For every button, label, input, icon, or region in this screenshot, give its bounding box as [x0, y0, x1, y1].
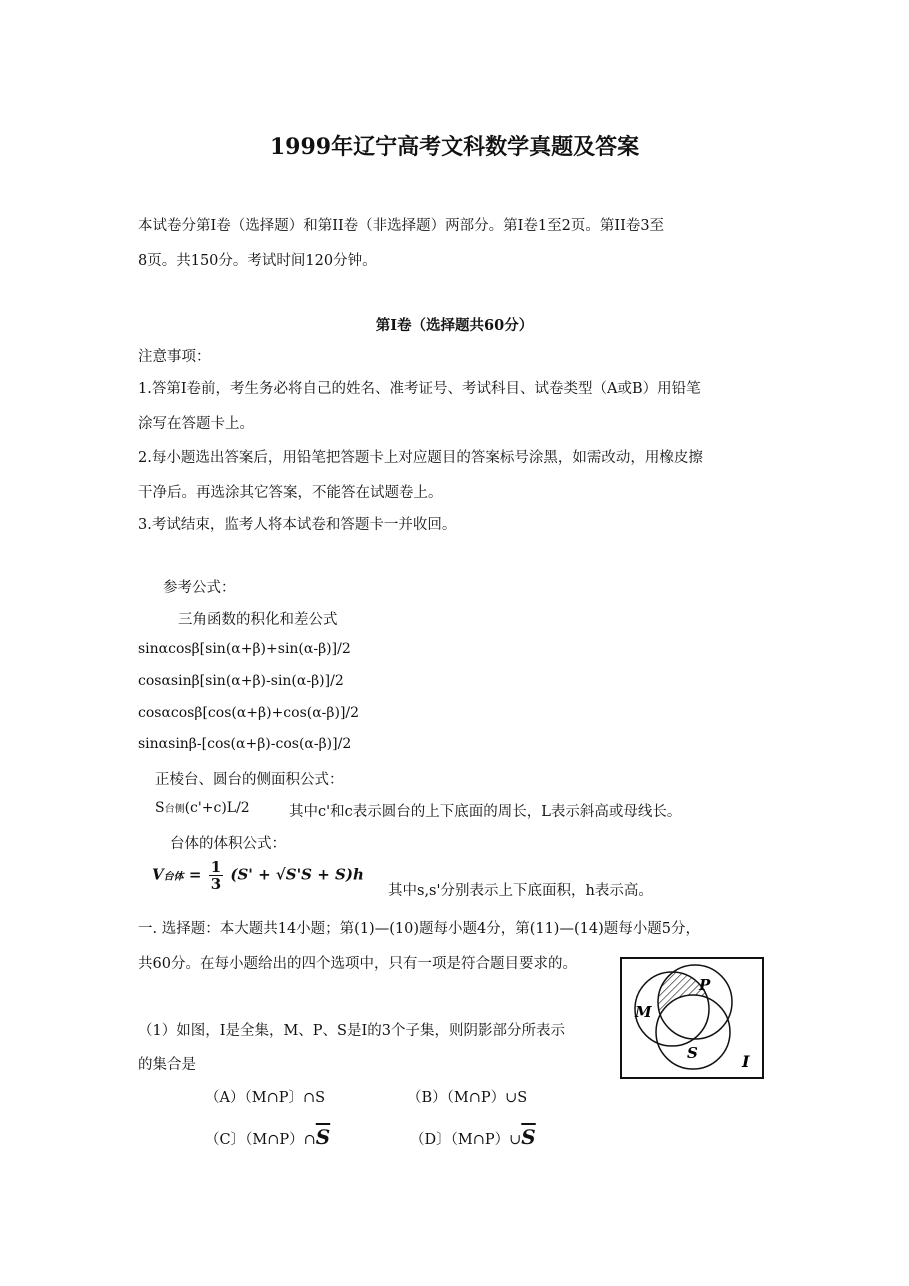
lateral-rest: (c'+c)L/2	[184, 800, 250, 816]
option-d	[410, 1125, 536, 1149]
trig-formula-3: cosαcosβ[cos(α+β)+cos(α-β)]/2	[138, 705, 360, 721]
volume-heading: 台体的体积公式：	[170, 836, 286, 852]
volume-fraction	[209, 859, 223, 892]
volume-subscript: 台体	[163, 871, 184, 883]
choice-section-line-1: 一. 选择题：本大题共14小题；第(1)—(10)题每小题4分，第(11)—(14)题每小题5分，	[138, 921, 700, 937]
lateral-s: S	[155, 800, 165, 816]
option-c-text: （C〕（M∩P）∩	[205, 1132, 316, 1148]
label-p: P	[699, 976, 711, 994]
option-d-s-complement: $\overline{S}$	[521, 1125, 536, 1149]
trig-heading: 三角函数的积化和差公式	[178, 612, 338, 628]
label-m: M	[635, 1003, 652, 1021]
intro-line-2: 8页。共150分。考试时间120分钟。	[138, 253, 377, 269]
note-1-line-1: 1.答第Ⅰ卷前，考生务必将自己的姓名、准考证号、考试科目、试卷类型（A或B）用铅笔	[138, 381, 701, 397]
lateral-subscript: 台侧	[164, 804, 185, 815]
volume-expression: (S' + √S'S + S)h	[230, 865, 364, 884]
question-1-line-2: 的集合是	[138, 1057, 196, 1073]
volume-equals: =	[188, 865, 202, 884]
notes-heading: 注意事项：	[138, 349, 211, 365]
volume-formula	[152, 859, 364, 892]
note-2-line-2: 干净后。再选涂其它答案，不能答在试题卷上。	[138, 485, 443, 501]
option-c	[205, 1125, 330, 1149]
note-1-line-2: 涂写在答题卡上。	[138, 416, 254, 432]
question-1-line-1: （1）如图，I是全集，M、P、S是I的3个子集，则阴影部分所表示	[138, 1023, 565, 1039]
venn-svg	[620, 957, 764, 1079]
option-a: （A）（M∩P〕∩S	[205, 1090, 326, 1106]
lateral-formula	[155, 800, 250, 816]
trig-formula-1: sinαcosβ[sin(α+β)+sin(α-β)]/2	[138, 641, 351, 657]
reference-heading: 参考公式：	[163, 580, 236, 596]
note-3: 3.考试结束，监考人将本试卷和答题卡一并收回。	[138, 517, 457, 533]
page-title: 1999年辽宁高考文科数学真题及答案	[269, 134, 640, 160]
section-title: 第Ⅰ卷（选择题共60分）	[375, 317, 534, 334]
venn-diagram	[620, 957, 764, 1079]
label-s: S	[687, 1044, 698, 1062]
lateral-note: 其中c'和c表示圆台的上下底面的周长，L表示斜高或母线长。	[289, 804, 682, 820]
trig-formula-4: sinαsinβ-[cos(α+β)-cos(α-β)]/2	[138, 736, 352, 752]
option-d-text: （D〕（M∩P）∪	[410, 1132, 522, 1148]
volume-v: V	[152, 865, 164, 884]
trig-formula-2: cosαsinβ[sin(α+β)-sin(α-β)]/2	[138, 673, 344, 689]
lateral-heading: 正棱台、圆台的侧面积公式：	[155, 772, 344, 788]
option-b: （B）（M∩P）∪S	[407, 1090, 528, 1106]
choice-section-line-2: 共60分。在每小题给出的四个选项中，只有一项是符合题目要求的。	[138, 956, 577, 972]
option-c-s-complement: $\overline{S}$	[315, 1125, 331, 1149]
label-i: I	[742, 1052, 750, 1071]
intro-line-1: 本试卷分第Ⅰ卷（选择题）和第II卷（非选择题）两部分。第Ⅰ卷1至2页。第II卷3至	[138, 218, 665, 234]
fraction-numerator: 1	[210, 858, 222, 876]
note-2-line-1: 2.每小题选出答案后，用铅笔把答题卡上对应题目的答案标号涂黑，如需改动，用橡皮擦	[138, 450, 703, 466]
fraction-denominator: 3	[210, 875, 222, 893]
volume-note: 其中s,s'分别表示上下底面积，h表示高。	[388, 883, 653, 899]
